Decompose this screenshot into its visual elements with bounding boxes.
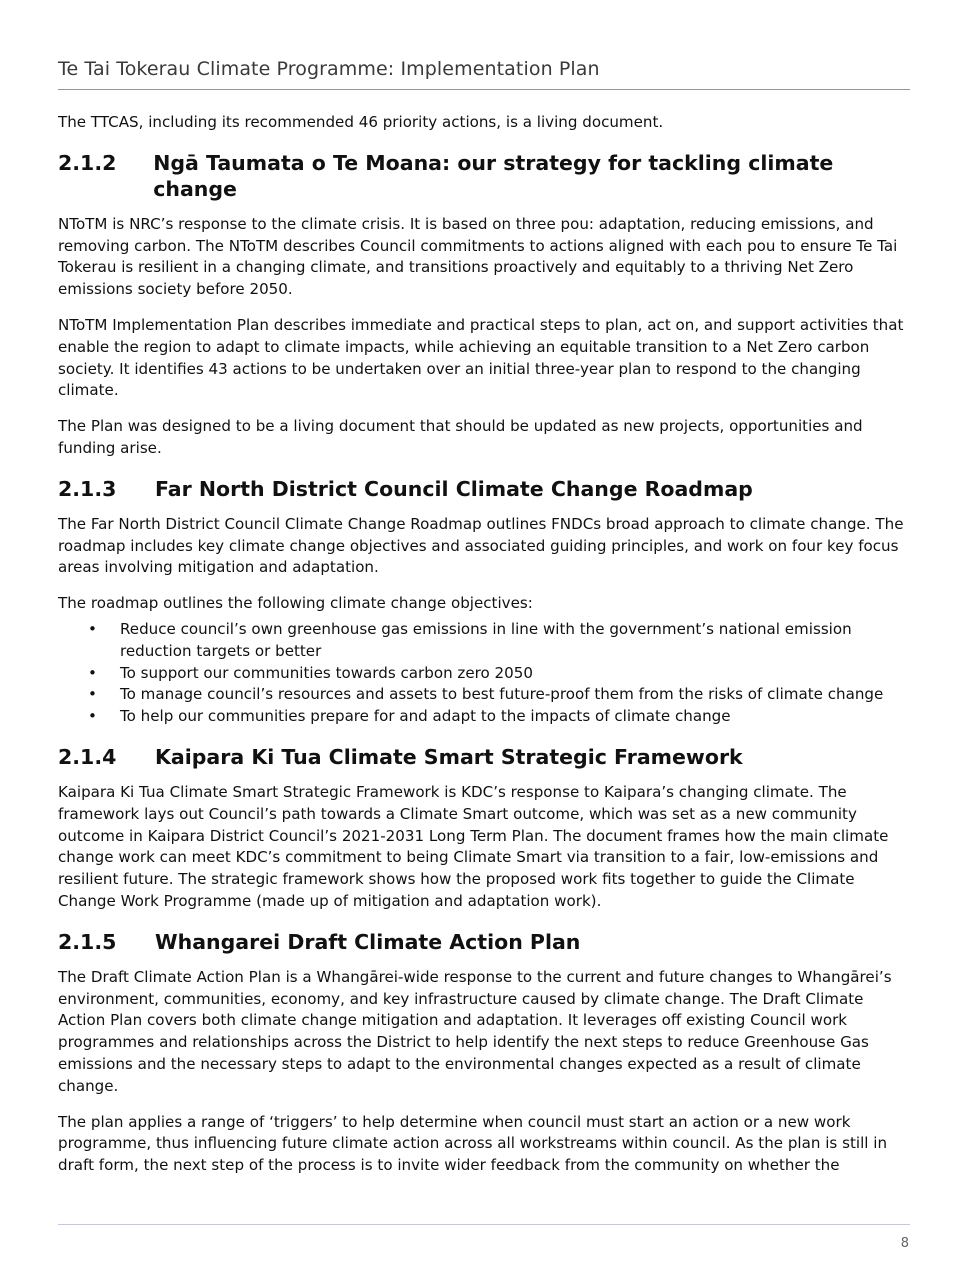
section-heading-2-1-2	[58, 150, 910, 202]
document-body	[58, 112, 910, 1191]
list-item: • To help our communities prepare for and adapt to the impacts of climate change	[58, 706, 910, 728]
bullet-icon: •	[88, 685, 97, 704]
list-item: • To manage council’s resources and assets to best future-proof them from the risks of climate change	[58, 684, 910, 706]
section-heading-2-1-5	[58, 929, 910, 955]
section-heading-2-1-3	[58, 476, 910, 502]
bullet-icon: •	[88, 663, 97, 682]
intro-paragraph: The TTCAS, including its recommended 46 priority actions, is a living document.	[58, 113, 664, 131]
paragraph: The Plan was designed to be a living document that should be updated as new projects, opportunities and funding arise.	[58, 417, 863, 457]
paragraph: NToTM Implementation Plan describes immediate and practical steps to plan, act on, and support activities that enable the region to adapt to climate impacts, while achieving an equitable transition to a Net Zero carbon society. It identifies 43 actions to be undertaken over an initial three-year plan to respond to the changing climate.	[58, 315, 904, 400]
paragraph: NToTM is NRC’s response to the climate crisis. It is based on three pou: adaptation, reducing emissions, and removing carbon. The NToTM describes Council commitments to actions aligned with each pou to ensure Te Tai Tokerau is resilient in a changing climate, and transitions proactively and equitably to a thriving Net Zero emissions society before 2050.	[58, 214, 898, 299]
paragraph: The Far North District Council Climate Change Roadmap outlines FNDCs broad approach to climate change. The roadmap includes key climate change objectives and associated guiding principles, and work on four key focus areas involving mitigation and adaptation.	[58, 514, 904, 577]
bullet-icon: •	[88, 619, 97, 638]
bullet-icon: •	[88, 707, 97, 726]
section-number: 2.1.5	[58, 929, 117, 954]
page-number: 8	[900, 1236, 909, 1251]
section-heading-2-1-4	[58, 744, 910, 770]
objectives-list	[58, 619, 910, 728]
section-number: 2.1.2	[58, 150, 117, 175]
list-item: • Reduce council’s own greenhouse gas emissions in line with the government’s national emission reduction targets or better	[88, 619, 852, 660]
running-header: Te Tai Tokerau Climate Programme: Implementation Plan	[58, 58, 910, 90]
section-number: 2.1.4	[58, 744, 117, 769]
paragraph: The roadmap outlines the following climate change objectives:	[58, 594, 533, 613]
footer-divider	[58, 1224, 910, 1225]
section-title: Far North District Council Climate Change Roadmap	[155, 476, 753, 501]
list-item: • To support our communities towards carbon zero 2050	[58, 663, 910, 685]
section-title: Kaipara Ki Tua Climate Smart Strategic Framework	[155, 744, 743, 769]
paragraph: Kaipara Ki Tua Climate Smart Strategic Framework is KDC’s response to Kaipara’s changing climate. The framework lays out Council’s path towards a Climate Smart outcome, which was set as a new community outcome in Kaipara District Council’s 2021-2031 Long Term Plan. The document frames how the main climate change work can meet KDC’s commitment to being Climate Smart via transition to a fair, low-emissions and resilient future. The strategic framework shows how the proposed work fits together to guide the Climate Change Work Programme (made up of mitigation and adaptation work).	[58, 782, 889, 910]
section-number: 2.1.3	[58, 476, 117, 501]
section-title: Ngā Taumata o Te Moana: our strategy for tackling climate change	[153, 150, 834, 201]
paragraph: The Draft Climate Action Plan is a Whangārei-wide response to the current and future changes to Whangārei’s environment, communities, economy, and key infrastructure caused by climate change. The Draft Climate Action Plan covers both climate change mitigation and adaptation. It leverages off existing Council work programmes and relationships across the District to help identify the next steps to reduce Greenhouse Gas emissions and the necessary steps to adapt to the environmental changes expected as a result of climate change.	[58, 967, 892, 1095]
section-title: Whangarei Draft Climate Action Plan	[155, 929, 581, 954]
paragraph: The plan applies a range of ‘triggers’ to help determine when council must start an action or a new work programme, thus influencing future climate action across all workstreams within council. As the plan is still in draft form, the next step of the process is to invite wider feedback from the community on whether the	[58, 1112, 888, 1175]
